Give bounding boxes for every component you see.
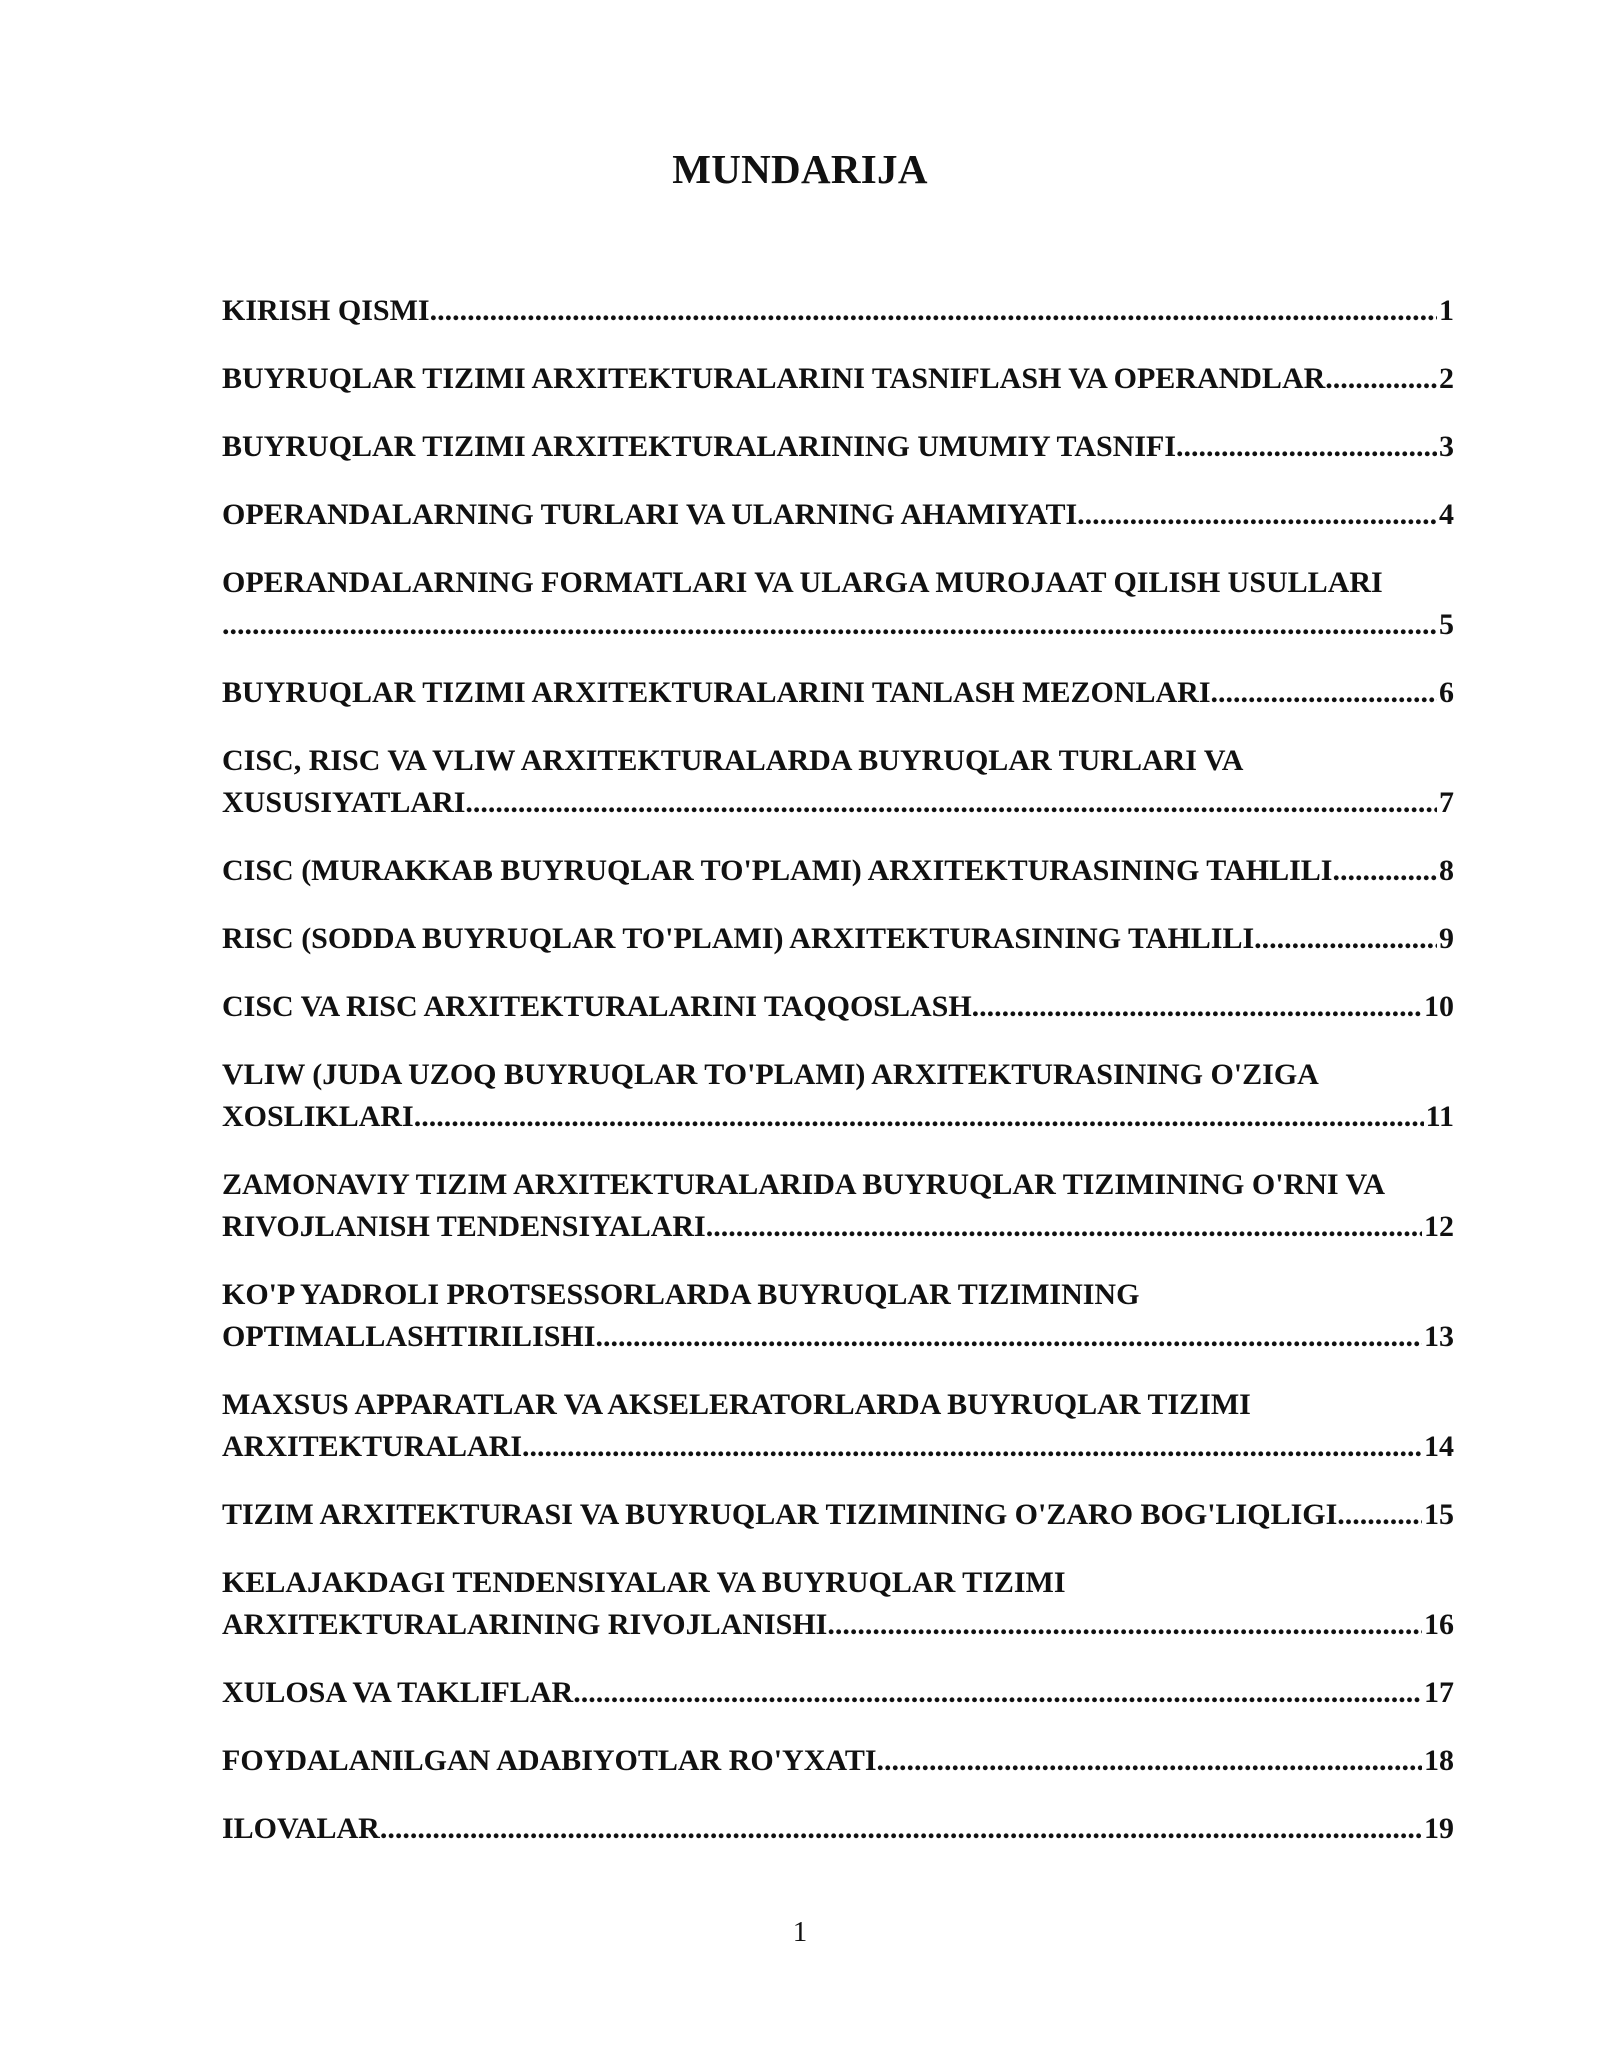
- dot-leader: [222, 604, 1437, 646]
- toc-entry-line: [222, 494, 1454, 536]
- toc-page-number: 17: [1424, 1676, 1454, 1709]
- toc-page-number: 7: [1439, 786, 1454, 819]
- toc-page-number: 3: [1439, 430, 1454, 463]
- toc-entry-line: [222, 1426, 1454, 1468]
- toc-entry-title: XUSUSIYATLARI: [222, 786, 466, 819]
- toc-entry-line: [222, 740, 1454, 782]
- footer-page-number: 1: [792, 1916, 808, 1948]
- toc-entry[interactable]: [222, 918, 1454, 960]
- toc-entry-line: [222, 426, 1454, 468]
- dot-leader: [430, 290, 1437, 332]
- dot-leader: [1254, 918, 1437, 960]
- toc-entry-title: FOYDALANILGAN ADABIYOTLAR RO'YXATI: [222, 1744, 877, 1777]
- toc-entry-line: [222, 1164, 1454, 1206]
- dot-leader: [1337, 1494, 1422, 1536]
- toc-entry[interactable]: [222, 672, 1454, 714]
- toc-entry-title: XULOSA VA TAKLIFLAR: [222, 1676, 574, 1709]
- toc-entry[interactable]: [222, 358, 1454, 400]
- toc-entry-title: ARXITEKTURALARI: [222, 1430, 523, 1463]
- toc-entry[interactable]: [222, 1384, 1454, 1468]
- toc-entry-line: [222, 1206, 1454, 1248]
- toc-entry[interactable]: [222, 1164, 1454, 1248]
- dot-leader: [877, 1740, 1422, 1782]
- toc-page-number: 2: [1439, 362, 1454, 395]
- dot-leader: [972, 986, 1422, 1028]
- toc-entry[interactable]: [222, 562, 1454, 646]
- toc-entry-title: CISC VA RISC ARXITEKTURALARINI TAQQOSLASH: [222, 990, 972, 1023]
- toc-page-number: 5: [1439, 608, 1454, 641]
- dot-leader: [827, 1604, 1422, 1646]
- toc-entry-line: [222, 1096, 1454, 1138]
- toc-page-number: 15: [1424, 1498, 1454, 1531]
- toc-entry-title: RISC (SODDA BUYRUQLAR TO'PLAMI) ARXITEKTURASINING TAHLILI: [222, 922, 1255, 955]
- toc-entry[interactable]: [222, 1054, 1454, 1138]
- toc-entry-title: MAXSUS APPARATLAR VA AKSELERATORLARDA BUYRUQLAR TIZIMI: [222, 1388, 1251, 1421]
- toc-entry-title: ZAMONAVIY TIZIM ARXITEKTURALARIDA BUYRUQLAR TIZIMINING O'RNI VA: [222, 1168, 1385, 1201]
- toc-page-number: 14: [1424, 1430, 1454, 1463]
- toc-page-number: 12: [1424, 1210, 1454, 1243]
- dot-leader: [595, 1316, 1422, 1358]
- toc-entry-line: [222, 1494, 1454, 1536]
- toc-page-number: 1: [1439, 294, 1454, 327]
- toc-entry-title: BUYRUQLAR TIZIMI ARXITEKTURALARINI TASNIFLASH VA OPERANDLAR: [222, 362, 1326, 395]
- toc-page-number: 13: [1424, 1320, 1454, 1353]
- dot-leader: [1211, 672, 1437, 714]
- toc-entry-title: KIRISH QISMI: [222, 294, 430, 327]
- toc-entry-title: CISC, RISC VA VLIW ARXITEKTURALARDA BUYRUQLAR TURLARI VA: [222, 744, 1244, 777]
- toc-entry[interactable]: [222, 426, 1454, 468]
- toc-entry-title: TIZIM ARXITEKTURASI VA BUYRUQLAR TIZIMINING O'ZARO BOG'LIQLIGI: [222, 1498, 1338, 1531]
- dot-leader: [573, 1672, 1422, 1714]
- toc-entry-line: [222, 1316, 1454, 1358]
- toc-entry-line: [222, 1808, 1454, 1850]
- toc-entry-line: [222, 1672, 1454, 1714]
- toc-entry-line: [222, 672, 1454, 714]
- dot-leader: [522, 1426, 1422, 1468]
- dot-leader: [1325, 358, 1437, 400]
- toc-page-number: 4: [1439, 498, 1454, 531]
- page-title: MUNDARIJA: [672, 146, 928, 192]
- toc-entry-title: VLIW (JUDA UZOQ BUYRUQLAR TO'PLAMI) ARXITEKTURASINING O'ZIGA: [222, 1058, 1319, 1091]
- toc-entry-title: BUYRUQLAR TIZIMI ARXITEKTURALARINING UMUMIY TASNIFI: [222, 430, 1177, 463]
- toc-entry-line: [222, 986, 1454, 1028]
- toc-entry-line: [222, 1604, 1454, 1646]
- toc-entry-title: BUYRUQLAR TIZIMI ARXITEKTURALARINI TANLASH MEZONLARI: [222, 676, 1211, 709]
- toc-entry-line: [222, 1384, 1454, 1426]
- toc-page-number: 6: [1439, 676, 1454, 709]
- toc-entry[interactable]: [222, 1494, 1454, 1536]
- toc-entry-line: [222, 918, 1454, 960]
- toc-page-number: 8: [1439, 854, 1454, 887]
- toc-page-number: 16: [1424, 1608, 1454, 1641]
- toc-entry-line: [222, 850, 1454, 892]
- dot-leader: [465, 782, 1437, 824]
- toc-entry-title: ILOVALAR: [222, 1812, 380, 1845]
- toc-entry-title: ARXITEKTURALARINING RIVOJLANISHI: [222, 1608, 828, 1641]
- toc-entry-line: [222, 1054, 1454, 1096]
- toc-entry[interactable]: [222, 1740, 1454, 1782]
- toc-entry[interactable]: [222, 850, 1454, 892]
- toc-page-number: 18: [1424, 1744, 1454, 1777]
- toc-entry-title: XOSLIKLARI: [222, 1100, 414, 1133]
- toc-entry[interactable]: [222, 1808, 1454, 1850]
- toc-entry[interactable]: [222, 1562, 1454, 1646]
- toc-entry-title: OPTIMALLASHTIRILISHI: [222, 1320, 596, 1353]
- toc-entry-line: [222, 358, 1454, 400]
- toc-entry[interactable]: [222, 740, 1454, 824]
- toc-entry-title: KELAJAKDAGI TENDENSIYALAR VA BUYRUQLAR TIZIMI: [222, 1566, 1066, 1599]
- toc-entry-title: OPERANDALARNING TURLARI VA ULARNING AHAMIYATI: [222, 498, 1078, 531]
- toc-entry[interactable]: [222, 290, 1454, 332]
- toc-entry-line: [222, 782, 1454, 824]
- toc-entry-title: CISC (MURAKKAB BUYRUQLAR TO'PLAMI) ARXITEKTURASINING TAHLILI: [222, 854, 1333, 887]
- dot-leader: [414, 1096, 1424, 1138]
- toc-entry[interactable]: [222, 986, 1454, 1028]
- toc-page-number: 11: [1425, 1100, 1454, 1133]
- toc-entry[interactable]: [222, 1274, 1454, 1358]
- toc-entry-line: [222, 562, 1454, 604]
- dot-leader: [1176, 426, 1437, 468]
- dot-leader: [706, 1206, 1422, 1248]
- toc-page-number: 19: [1424, 1812, 1454, 1845]
- toc-entry[interactable]: [222, 1672, 1454, 1714]
- dot-leader: [1332, 850, 1437, 892]
- toc-entry-title: RIVOJLANISH TENDENSIYALARI: [222, 1210, 706, 1243]
- toc-entry-title: OPERANDALARNING FORMATLARI VA ULARGA MUROJAAT QILISH USULLARI: [222, 566, 1383, 599]
- toc-entry[interactable]: [222, 494, 1454, 536]
- toc-entry-line: [222, 1740, 1454, 1782]
- toc-page-number: 10: [1424, 990, 1454, 1023]
- dot-leader: [1077, 494, 1437, 536]
- toc-entry-title: KO'P YADROLI PROTSESSORLARDA BUYRUQLAR TIZIMINING: [222, 1278, 1140, 1311]
- toc-entry-line: [222, 604, 1454, 646]
- toc-page-number: 9: [1439, 922, 1454, 955]
- toc-entry-line: [222, 1274, 1454, 1316]
- toc-entry-line: [222, 290, 1454, 332]
- table-of-contents: [222, 290, 1454, 1876]
- dot-leader: [380, 1808, 1422, 1850]
- toc-entry-line: [222, 1562, 1454, 1604]
